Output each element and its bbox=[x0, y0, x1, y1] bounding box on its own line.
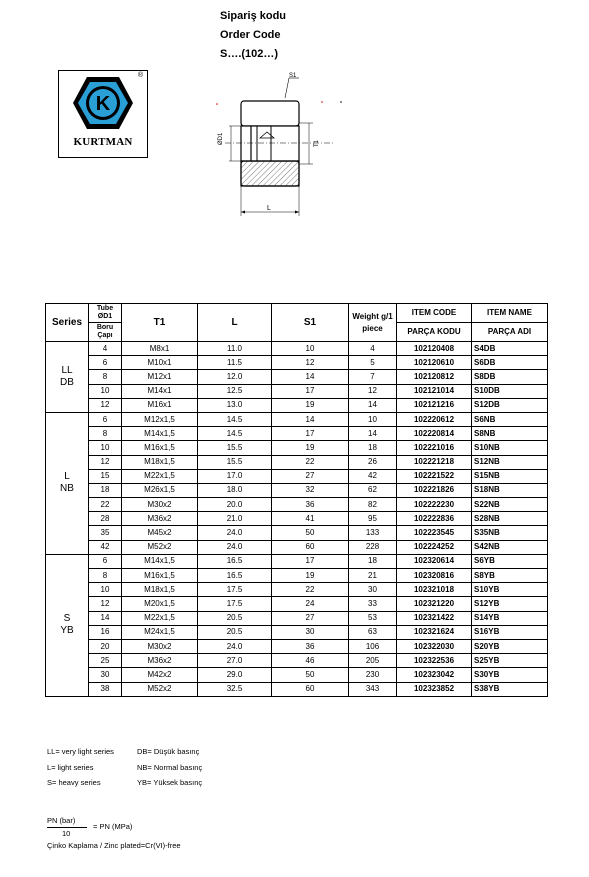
cell-name: S22NB bbox=[472, 498, 548, 512]
cell-d: 12 bbox=[89, 597, 122, 611]
cell-w: 7 bbox=[349, 370, 397, 384]
cell-code: 102120812 bbox=[397, 370, 472, 384]
table-row bbox=[46, 639, 548, 653]
cell-d: 10 bbox=[89, 583, 122, 597]
cell-d: 12 bbox=[89, 455, 122, 469]
table-row bbox=[46, 526, 548, 540]
cell-l: 20.0 bbox=[198, 498, 272, 512]
cell-d: 38 bbox=[89, 682, 122, 696]
series-cell: LL DB bbox=[46, 342, 89, 413]
cell-t1: M36x2 bbox=[122, 512, 198, 526]
col-item-code: ITEM CODE bbox=[397, 304, 472, 323]
cell-l: 24.0 bbox=[198, 526, 272, 540]
legend-row: L= light series NB= Normal basınç bbox=[47, 763, 203, 772]
cell-l: 16.5 bbox=[198, 554, 272, 568]
cell-name: S30YB bbox=[472, 668, 548, 682]
table-row bbox=[46, 668, 548, 682]
cell-d: 25 bbox=[89, 654, 122, 668]
table-row bbox=[46, 384, 548, 398]
cell-s1: 14 bbox=[272, 370, 349, 384]
cell-name: S8YB bbox=[472, 569, 548, 583]
table-row bbox=[46, 611, 548, 625]
cell-w: 18 bbox=[349, 441, 397, 455]
cell-t1: M18x1,5 bbox=[122, 583, 198, 597]
formula-denominator: 10 bbox=[62, 829, 71, 838]
logo-letter: K bbox=[95, 93, 111, 115]
cell-d: 8 bbox=[89, 370, 122, 384]
hexagon-logo-icon bbox=[71, 75, 135, 131]
cell-w: 18 bbox=[349, 554, 397, 568]
cell-code: 102322030 bbox=[397, 639, 472, 653]
cell-s1: 46 bbox=[272, 654, 349, 668]
cell-l: 15.5 bbox=[198, 441, 272, 455]
cell-s1: 12 bbox=[272, 356, 349, 370]
cell-code: 102220612 bbox=[397, 412, 472, 426]
s1-label: S1 bbox=[289, 73, 297, 79]
cell-t1: M10x1 bbox=[122, 356, 198, 370]
cell-t1: M16x1,5 bbox=[122, 441, 198, 455]
cell-t1: M16x1,5 bbox=[122, 569, 198, 583]
od1-label: ØD1 bbox=[218, 132, 224, 145]
cell-name: S15NB bbox=[472, 469, 548, 483]
cell-name: S25YB bbox=[472, 654, 548, 668]
col-l: L bbox=[198, 304, 272, 342]
series-cell: S YB bbox=[46, 554, 89, 696]
cell-name: S12NB bbox=[472, 455, 548, 469]
cell-s1: 17 bbox=[272, 427, 349, 441]
registered-mark: ® bbox=[137, 72, 143, 79]
cell-d: 6 bbox=[89, 356, 122, 370]
cell-t1: M52x2 bbox=[122, 540, 198, 554]
cell-s1: 14 bbox=[272, 412, 349, 426]
table-row bbox=[46, 540, 548, 554]
table-row bbox=[46, 583, 548, 597]
col-tube: Tube ØD1 Boru Çapı bbox=[89, 304, 122, 342]
nut-technical-drawing bbox=[205, 68, 355, 228]
cell-t1: M42x2 bbox=[122, 668, 198, 682]
cell-l: 15.5 bbox=[198, 455, 272, 469]
cell-t1: M14x1,5 bbox=[122, 554, 198, 568]
cell-t1: M22x1,5 bbox=[122, 469, 198, 483]
cell-d: 15 bbox=[89, 469, 122, 483]
cell-d: 22 bbox=[89, 498, 122, 512]
cell-code: 102221826 bbox=[397, 483, 472, 497]
cell-s1: 19 bbox=[272, 441, 349, 455]
table-row bbox=[46, 412, 548, 426]
cell-code: 102222836 bbox=[397, 512, 472, 526]
cell-t1: M24x1,5 bbox=[122, 625, 198, 639]
cell-l: 20.5 bbox=[198, 625, 272, 639]
cell-code: 102221016 bbox=[397, 441, 472, 455]
table-row bbox=[46, 554, 548, 568]
cell-l: 11.5 bbox=[198, 356, 272, 370]
cell-name: S14YB bbox=[472, 611, 548, 625]
cell-l: 17.0 bbox=[198, 469, 272, 483]
cell-l: 17.5 bbox=[198, 583, 272, 597]
cell-w: 14 bbox=[349, 427, 397, 441]
cell-d: 35 bbox=[89, 526, 122, 540]
cell-w: 228 bbox=[349, 540, 397, 554]
cell-t1: M30x2 bbox=[122, 498, 198, 512]
cell-w: 106 bbox=[349, 639, 397, 653]
cell-code: 102322536 bbox=[397, 654, 472, 668]
cell-w: 21 bbox=[349, 569, 397, 583]
cell-code: 102321422 bbox=[397, 611, 472, 625]
table-row bbox=[46, 597, 548, 611]
cell-name: S4DB bbox=[472, 342, 548, 356]
cell-d: 8 bbox=[89, 569, 122, 583]
cell-s1: 17 bbox=[272, 554, 349, 568]
cell-code: 102220814 bbox=[397, 427, 472, 441]
cell-code: 102120610 bbox=[397, 356, 472, 370]
cell-name: S10DB bbox=[472, 384, 548, 398]
cell-l: 29.0 bbox=[198, 668, 272, 682]
cell-t1: M20x1,5 bbox=[122, 597, 198, 611]
cell-w: 5 bbox=[349, 356, 397, 370]
cell-t1: M26x1,5 bbox=[122, 483, 198, 497]
cell-d: 42 bbox=[89, 540, 122, 554]
cell-l: 18.0 bbox=[198, 483, 272, 497]
cell-s1: 19 bbox=[272, 569, 349, 583]
cell-t1: M22x1,5 bbox=[122, 611, 198, 625]
cell-s1: 27 bbox=[272, 469, 349, 483]
cell-l: 32.5 bbox=[198, 682, 272, 696]
cell-w: 14 bbox=[349, 398, 397, 412]
table-row bbox=[46, 483, 548, 497]
cell-code: 102221522 bbox=[397, 469, 472, 483]
cell-l: 27.0 bbox=[198, 654, 272, 668]
cell-s1: 24 bbox=[272, 597, 349, 611]
cell-code: 102224252 bbox=[397, 540, 472, 554]
cell-t1: M14x1 bbox=[122, 384, 198, 398]
col-weight: Weight g/1 piece bbox=[349, 304, 397, 342]
table-row bbox=[46, 498, 548, 512]
cell-w: 4 bbox=[349, 342, 397, 356]
cell-name: S6DB bbox=[472, 356, 548, 370]
cell-code: 102321624 bbox=[397, 625, 472, 639]
cell-l: 17.5 bbox=[198, 597, 272, 611]
cell-name: S28NB bbox=[472, 512, 548, 526]
cell-name: S6NB bbox=[472, 412, 548, 426]
cell-name: S16YB bbox=[472, 625, 548, 639]
cell-code: 102320614 bbox=[397, 554, 472, 568]
table-row bbox=[46, 370, 548, 384]
cell-l: 12.5 bbox=[198, 384, 272, 398]
cell-w: 63 bbox=[349, 625, 397, 639]
cell-t1: M30x2 bbox=[122, 639, 198, 653]
cell-s1: 41 bbox=[272, 512, 349, 526]
cell-l: 24.0 bbox=[198, 639, 272, 653]
cell-name: S42NB bbox=[472, 540, 548, 554]
cell-t1: M52x2 bbox=[122, 682, 198, 696]
cell-s1: 30 bbox=[272, 625, 349, 639]
cell-name: S6YB bbox=[472, 554, 548, 568]
cell-d: 8 bbox=[89, 427, 122, 441]
cell-d: 10 bbox=[89, 384, 122, 398]
col-parca-kodu: PARÇA KODU bbox=[397, 323, 472, 342]
order-code-pattern: S….(102…) bbox=[220, 48, 279, 60]
table-row bbox=[46, 512, 548, 526]
table-row bbox=[46, 682, 548, 696]
t1-label: T1 bbox=[314, 139, 320, 147]
table-row bbox=[46, 342, 548, 356]
cell-name: S8NB bbox=[472, 427, 548, 441]
table-row bbox=[46, 469, 548, 483]
formula-numerator: PN (bar) bbox=[47, 816, 76, 825]
cell-w: 230 bbox=[349, 668, 397, 682]
cell-t1: M18x1,5 bbox=[122, 455, 198, 469]
cell-l: 16.5 bbox=[198, 569, 272, 583]
cell-s1: 22 bbox=[272, 455, 349, 469]
cell-l: 13.0 bbox=[198, 398, 272, 412]
cell-l: 14.5 bbox=[198, 427, 272, 441]
cell-w: 343 bbox=[349, 682, 397, 696]
cell-w: 53 bbox=[349, 611, 397, 625]
table-row bbox=[46, 625, 548, 639]
cell-w: 42 bbox=[349, 469, 397, 483]
specification-table bbox=[45, 303, 548, 697]
cell-w: 26 bbox=[349, 455, 397, 469]
cell-code: 102323042 bbox=[397, 668, 472, 682]
cell-name: S18NB bbox=[472, 483, 548, 497]
cell-d: 6 bbox=[89, 412, 122, 426]
col-item-name: ITEM NAME bbox=[472, 304, 548, 323]
cell-l: 20.5 bbox=[198, 611, 272, 625]
table-row bbox=[46, 398, 548, 412]
cell-s1: 36 bbox=[272, 498, 349, 512]
cell-d: 14 bbox=[89, 611, 122, 625]
cell-s1: 60 bbox=[272, 682, 349, 696]
cell-s1: 19 bbox=[272, 398, 349, 412]
cell-t1: M36x2 bbox=[122, 654, 198, 668]
table-row bbox=[46, 654, 548, 668]
legend-row: S= heavy series YB= Yüksek basınç bbox=[47, 778, 203, 787]
cell-code: 102221218 bbox=[397, 455, 472, 469]
cell-code: 102121216 bbox=[397, 398, 472, 412]
cell-t1: M16x1 bbox=[122, 398, 198, 412]
cell-name: S38YB bbox=[472, 682, 548, 696]
kurtman-logo bbox=[58, 70, 148, 158]
formula-result: = PN (MPa) bbox=[93, 822, 133, 831]
cell-name: S12DB bbox=[472, 398, 548, 412]
cell-t1: M12x1,5 bbox=[122, 412, 198, 426]
cell-name: S8DB bbox=[472, 370, 548, 384]
cell-d: 6 bbox=[89, 554, 122, 568]
cell-name: S12YB bbox=[472, 597, 548, 611]
cell-name: S35NB bbox=[472, 526, 548, 540]
cell-s1: 32 bbox=[272, 483, 349, 497]
cell-d: 10 bbox=[89, 441, 122, 455]
cell-l: 24.0 bbox=[198, 540, 272, 554]
cell-d: 4 bbox=[89, 342, 122, 356]
cell-w: 30 bbox=[349, 583, 397, 597]
cell-name: S10NB bbox=[472, 441, 548, 455]
cell-code: 102323852 bbox=[397, 682, 472, 696]
cell-w: 33 bbox=[349, 597, 397, 611]
cell-s1: 36 bbox=[272, 639, 349, 653]
cell-t1: M45x2 bbox=[122, 526, 198, 540]
cell-s1: 17 bbox=[272, 384, 349, 398]
table-row bbox=[46, 441, 548, 455]
l-label: L bbox=[267, 205, 271, 212]
col-parca-adi: PARÇA ADI bbox=[472, 323, 548, 342]
cell-l: 11.0 bbox=[198, 342, 272, 356]
cell-d: 12 bbox=[89, 398, 122, 412]
table-row bbox=[46, 569, 548, 583]
cell-s1: 50 bbox=[272, 526, 349, 540]
cell-w: 205 bbox=[349, 654, 397, 668]
cell-code: 102321220 bbox=[397, 597, 472, 611]
cell-w: 133 bbox=[349, 526, 397, 540]
cell-l: 12.0 bbox=[198, 370, 272, 384]
cell-s1: 10 bbox=[272, 342, 349, 356]
logo-wordmark: KURTMAN bbox=[73, 136, 133, 148]
cell-w: 95 bbox=[349, 512, 397, 526]
cell-name: S10YB bbox=[472, 583, 548, 597]
table-body bbox=[46, 342, 548, 697]
cell-code: 102120408 bbox=[397, 342, 472, 356]
cell-s1: 50 bbox=[272, 668, 349, 682]
cell-s1: 22 bbox=[272, 583, 349, 597]
cell-w: 10 bbox=[349, 412, 397, 426]
plating-note: Çinko Kaplama / Zinc plated=Cr(VI)-free bbox=[47, 841, 181, 850]
col-t1: T1 bbox=[122, 304, 198, 342]
series-cell: L NB bbox=[46, 412, 89, 554]
cell-t1: M8x1 bbox=[122, 342, 198, 356]
cell-code: 102121014 bbox=[397, 384, 472, 398]
cell-d: 18 bbox=[89, 483, 122, 497]
cell-name: S20YB bbox=[472, 639, 548, 653]
col-series: Series bbox=[46, 304, 89, 342]
cell-code: 102222230 bbox=[397, 498, 472, 512]
cell-d: 30 bbox=[89, 668, 122, 682]
cell-w: 12 bbox=[349, 384, 397, 398]
cell-l: 21.0 bbox=[198, 512, 272, 526]
cell-w: 82 bbox=[349, 498, 397, 512]
cell-code: 102321018 bbox=[397, 583, 472, 597]
col-s1: S1 bbox=[272, 304, 349, 342]
cell-l: 14.5 bbox=[198, 412, 272, 426]
cell-t1: M14x1,5 bbox=[122, 427, 198, 441]
cell-s1: 27 bbox=[272, 611, 349, 625]
cell-w: 62 bbox=[349, 483, 397, 497]
table-row bbox=[46, 356, 548, 370]
table-row bbox=[46, 455, 548, 469]
order-code-title-en: Order Code bbox=[220, 29, 281, 41]
cell-code: 102223545 bbox=[397, 526, 472, 540]
cell-d: 16 bbox=[89, 625, 122, 639]
order-code-title-tr: Sipariş kodu bbox=[220, 10, 287, 22]
cell-d: 20 bbox=[89, 639, 122, 653]
table-row bbox=[46, 427, 548, 441]
legend-row: LL= very light series DB= Düşük basınç bbox=[47, 747, 200, 756]
cell-code: 102320816 bbox=[397, 569, 472, 583]
cell-s1: 60 bbox=[272, 540, 349, 554]
cell-t1: M12x1 bbox=[122, 370, 198, 384]
cell-d: 28 bbox=[89, 512, 122, 526]
